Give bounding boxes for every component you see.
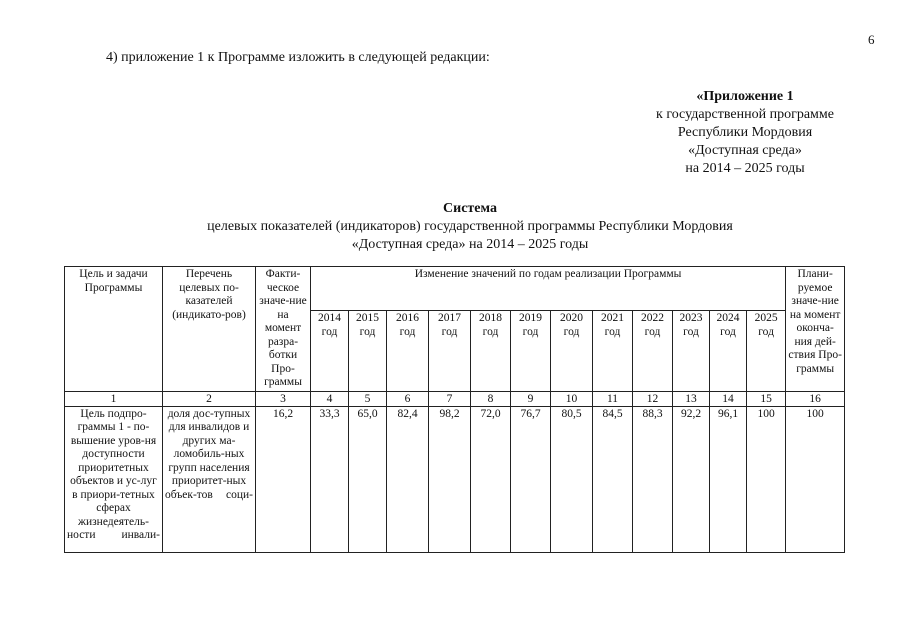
appendix-block xyxy=(600,88,890,178)
column-number: 11 xyxy=(593,391,633,406)
year-value-cell: 65,0 xyxy=(349,406,387,552)
table-row xyxy=(65,406,845,552)
document-title: Система xyxy=(443,201,497,216)
column-number: 6 xyxy=(387,391,429,406)
header-actual: Факти-ческое значе-ние на момент разра-ботки Про-граммы xyxy=(256,267,311,392)
year-unit: год xyxy=(604,325,621,338)
year-unit: год xyxy=(482,325,499,338)
page-number: 6 xyxy=(868,32,875,47)
appendix-line: к государственной программе xyxy=(656,107,834,122)
year-label: 2017 xyxy=(438,312,461,325)
year-header-cell xyxy=(551,311,593,391)
year-label: 2014 xyxy=(318,312,341,325)
year-header-cell xyxy=(429,311,471,391)
year-value-cell: 98,2 xyxy=(429,406,471,552)
column-number: 14 xyxy=(710,391,747,406)
year-value-cell: 100 xyxy=(747,406,786,552)
year-label: 2019 xyxy=(519,312,542,325)
year-value-cell: 33,3 xyxy=(311,406,349,552)
document-subtitle: целевых показателей (индикаторов) государственной программы Республики Мордовия xyxy=(207,219,733,234)
appendix-line: «Доступная среда» xyxy=(688,143,802,158)
year-value-cell: 88,3 xyxy=(633,406,673,552)
document-subtitle: «Доступная среда» на 2014 – 2025 годы xyxy=(351,237,589,252)
header-goal: Цель и задачи Программы xyxy=(65,267,163,392)
column-number: 5 xyxy=(349,391,387,406)
column-number: 12 xyxy=(633,391,673,406)
planned-value-cell: 100 xyxy=(786,406,845,552)
column-number: 8 xyxy=(471,391,511,406)
year-unit: год xyxy=(644,325,661,338)
year-header-cell xyxy=(311,311,349,391)
column-number: 1 xyxy=(65,391,163,406)
year-header-cell xyxy=(710,311,747,391)
year-header-cell xyxy=(747,311,786,391)
year-value-cell: 80,5 xyxy=(551,406,593,552)
year-label: 2025 xyxy=(754,312,778,325)
year-header-cell xyxy=(349,311,387,391)
header-planned: Плани-руемое значе-ние на момент оконча-ния дей-ствия Про-граммы xyxy=(786,267,845,392)
year-value-cell: 82,4 xyxy=(387,406,429,552)
year-header-cell xyxy=(471,311,511,391)
year-label: 2021 xyxy=(601,312,624,325)
year-unit: год xyxy=(399,325,416,338)
header-changes: Изменение значений по годам реализации Программы xyxy=(311,267,786,311)
year-label: 2020 xyxy=(560,312,583,325)
year-header-cell xyxy=(511,311,551,391)
column-number: 7 xyxy=(429,391,471,406)
year-unit: год xyxy=(359,325,376,338)
year-label: 2022 xyxy=(641,312,664,325)
year-label: 2024 xyxy=(716,312,740,325)
year-header-cell xyxy=(593,311,633,391)
appendix-line: Республики Мордовия xyxy=(677,125,813,140)
actual-value-cell: 16,2 xyxy=(256,406,311,552)
column-number: 4 xyxy=(311,391,349,406)
year-label: 2018 xyxy=(479,312,502,325)
year-label: 2023 xyxy=(679,312,703,325)
column-number: 9 xyxy=(511,391,551,406)
column-number: 3 xyxy=(256,391,311,406)
year-label: 2015 xyxy=(356,312,379,325)
column-number: 15 xyxy=(747,391,786,406)
indicators-table xyxy=(64,266,845,553)
year-header-cell xyxy=(387,311,429,391)
year-unit: год xyxy=(321,325,338,338)
year-unit: год xyxy=(720,325,736,338)
goal-cell: Цель подпро-граммы 1 - по-вышение уров-ня доступности приоритетных объектов и ус-луг в приори-тетных сферах жизнедеятель-ности инвали- xyxy=(65,406,163,552)
year-value-cell: 96,1 xyxy=(710,406,747,552)
year-header-cell xyxy=(673,311,710,391)
year-unit: год xyxy=(758,325,774,338)
header-indicators: Перечень целевых по-казателей (индикато-ров) xyxy=(163,267,256,392)
column-number: 2 xyxy=(163,391,256,406)
appendix-title: «Приложение 1 xyxy=(696,89,794,104)
header-row xyxy=(65,267,845,311)
column-number-row xyxy=(65,391,845,406)
year-header-cell xyxy=(633,311,673,391)
year-unit: год xyxy=(441,325,458,338)
column-number: 13 xyxy=(673,391,710,406)
year-label: 2016 xyxy=(396,312,419,325)
year-value-cell: 84,5 xyxy=(593,406,633,552)
year-unit: год xyxy=(563,325,580,338)
year-unit: год xyxy=(683,325,699,338)
year-unit: год xyxy=(522,325,539,338)
indicator-cell: доля дос-тупных для инвалидов и других ма-ломобиль-ных групп населения приоритет-ных объек-тов соци- xyxy=(163,406,256,552)
appendix-line: на 2014 – 2025 годы xyxy=(685,161,805,176)
column-number: 16 xyxy=(786,391,845,406)
year-value-cell: 72,0 xyxy=(471,406,511,552)
year-value-cell: 92,2 xyxy=(673,406,710,552)
column-number: 10 xyxy=(551,391,593,406)
document-title-block xyxy=(120,200,820,254)
year-value-cell: 76,7 xyxy=(511,406,551,552)
intro-text: 4) приложение 1 к Программе изложить в следующей редакции: xyxy=(106,50,490,65)
